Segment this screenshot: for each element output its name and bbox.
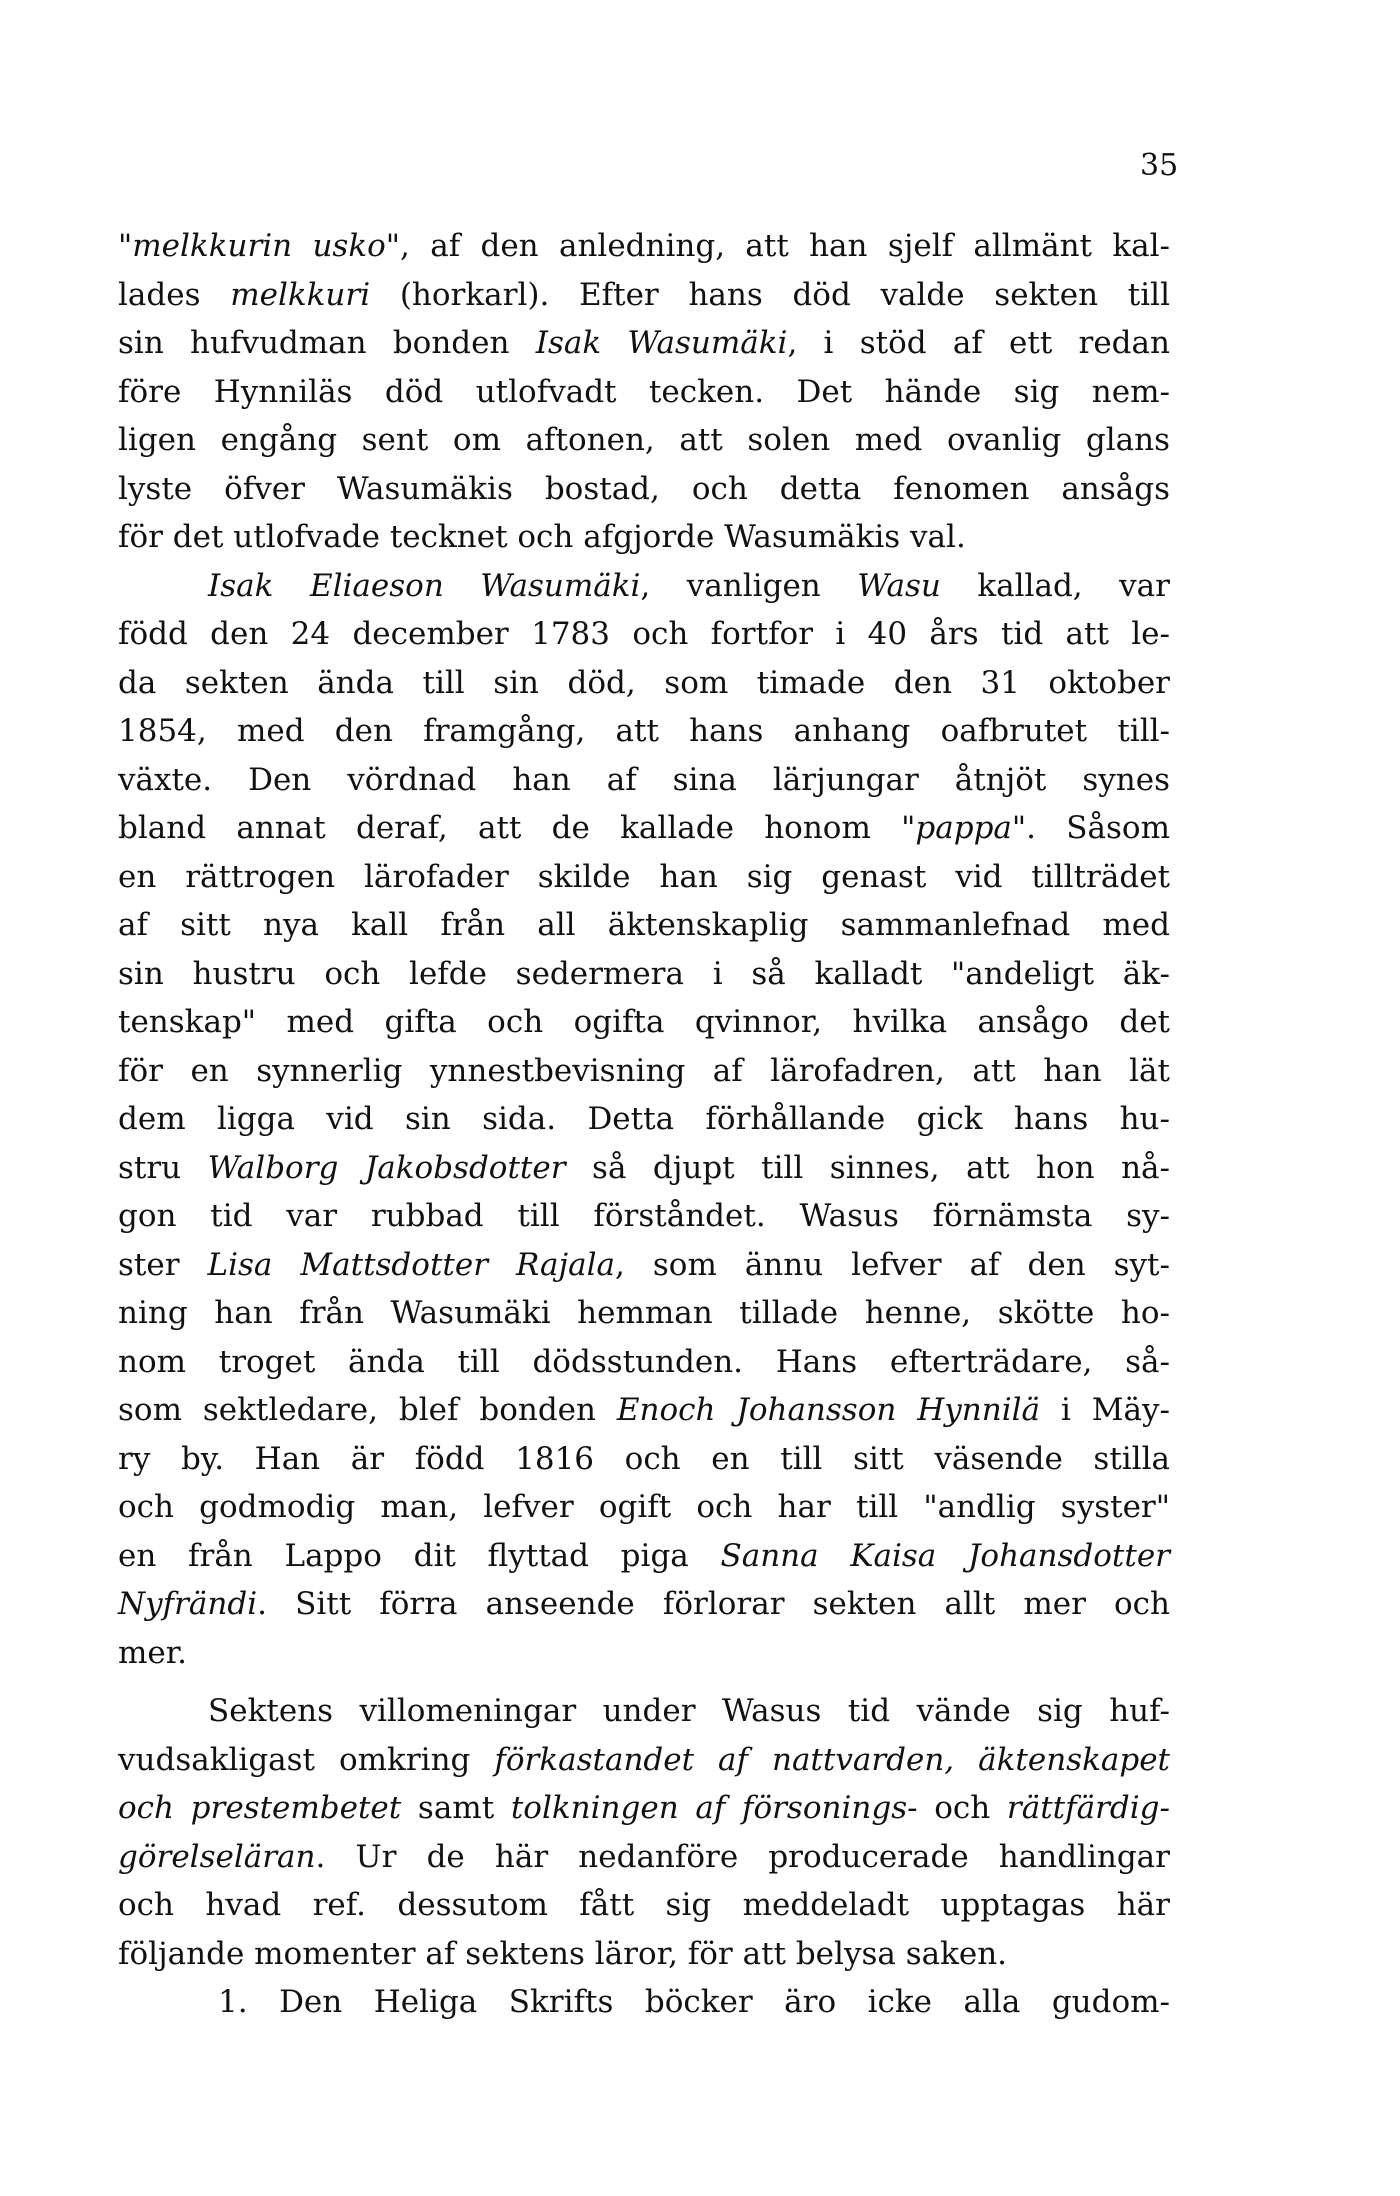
text-line: nom troget ända till dödsstunden. Hans efterträdare, så- <box>118 1343 1170 1380</box>
text-line: en rättrogen lärofader skilde han sig genast vid tillträdet <box>118 858 1170 895</box>
text-line: följande momenter af sektens läror, för att belysa saken. <box>118 1935 1008 1972</box>
text-line: före Hynniläs död utlofvadt tecken. Det hände sig nem- <box>118 373 1170 410</box>
paragraph-start-line: Isak Eliaeson Wasumäki, vanligen Wasu kallad, var <box>208 567 1170 604</box>
text-line: vudsakligast omkring förkastandet af nattvarden, äktenskapet <box>118 1741 1170 1778</box>
text-line: ster Lisa Mattsdotter Rajala, som ännu lefver af den syt- <box>118 1246 1170 1283</box>
text-line: sin hufvudman bonden Isak Wasumäki, i stöd af ett redan <box>118 325 1170 361</box>
text-line: mer. <box>118 1634 188 1671</box>
text-line: 1854, med den framgång, att hans anhang oafbrutet till- <box>118 713 1170 749</box>
text-line: dem ligga vid sin sida. Detta förhållande gick hans hu- <box>118 1101 1170 1137</box>
text-line: ning han från Wasumäki hemman tillade henne, skötte ho- <box>118 1295 1170 1331</box>
text-line: och godmodig man, lefver ogift och har till "andlig syster" <box>118 1489 1170 1525</box>
text-line: görelseläran. Ur de här nedanföre producerade handlingar <box>118 1838 1170 1875</box>
text-line: för en synnerlig ynnestbevisning af lärofadren, att han lät <box>118 1052 1170 1089</box>
text-line: stru Walborg Jakobsdotter så djupt till sinnes, att hon nå- <box>118 1149 1170 1186</box>
text-line: lades melkkuri (horkarl). Efter hans död valde sekten till <box>118 276 1170 313</box>
text-line: sin hustru och lefde sedermera i så kalladt "andeligt äk- <box>118 955 1170 992</box>
text-line: ry by. Han är född 1816 och en till sitt väsende stilla <box>118 1440 1170 1477</box>
text-line: Nyfrändi. Sitt förra anseende förlorar sekten allt mer och <box>118 1586 1170 1622</box>
text-line: född den 24 december 1783 och fortfor i 40 års tid att le- <box>118 616 1170 652</box>
text-line: gon tid var rubbad till förståndet. Wasus förnämsta sy- <box>118 1198 1170 1234</box>
text-line: en från Lappo dit flyttad piga Sanna Kaisa Johansdotter <box>118 1537 1170 1574</box>
text-line: tenskap" med gifta och ogifta qvinnor, hvilka ansågo det <box>118 1004 1170 1040</box>
text-line: och prestembetet samt tolkningen af försonings- och rättfärdig- <box>118 1790 1170 1826</box>
text-line: som sektledare, blef bonden Enoch Johansson Hynnilä i Mäy- <box>118 1392 1170 1428</box>
text-line: för det utlofvade tecknet och afgjorde Wasumäkis val. <box>118 519 966 555</box>
text-line: bland annat deraf, att de kallade honom "pappa". Såsom <box>118 810 1170 846</box>
text-line: och hvad ref. dessutom fått sig meddeladt upptagas här <box>118 1887 1170 1923</box>
text-line: "melkkurin usko", af den anledning, att han sjelf allmänt kal- <box>118 228 1170 264</box>
numbered-item-line: 1. Den Heliga Skrifts böcker äro icke alla gudom- <box>218 1984 1170 2020</box>
text-line: ligen engång sent om aftonen, att solen med ovanlig glans <box>118 422 1170 458</box>
body-text <box>118 222 1170 2027</box>
text-line: växte. Den vördnad han af sina lärjungar åtnjöt synes <box>118 761 1170 798</box>
paragraph-start-line: Sektens villomeningar under Wasus tid vände sig huf- <box>208 1693 1170 1729</box>
text-line: lyste öfver Wasumäkis bostad, och detta fenomen ansågs <box>118 470 1170 507</box>
text-line: da sekten ända till sin död, som timade den 31 oktober <box>118 664 1170 701</box>
text-line: af sitt nya kall från all äktenskaplig sammanlefnad med <box>118 907 1170 943</box>
page-number: 35 <box>1140 148 1179 183</box>
